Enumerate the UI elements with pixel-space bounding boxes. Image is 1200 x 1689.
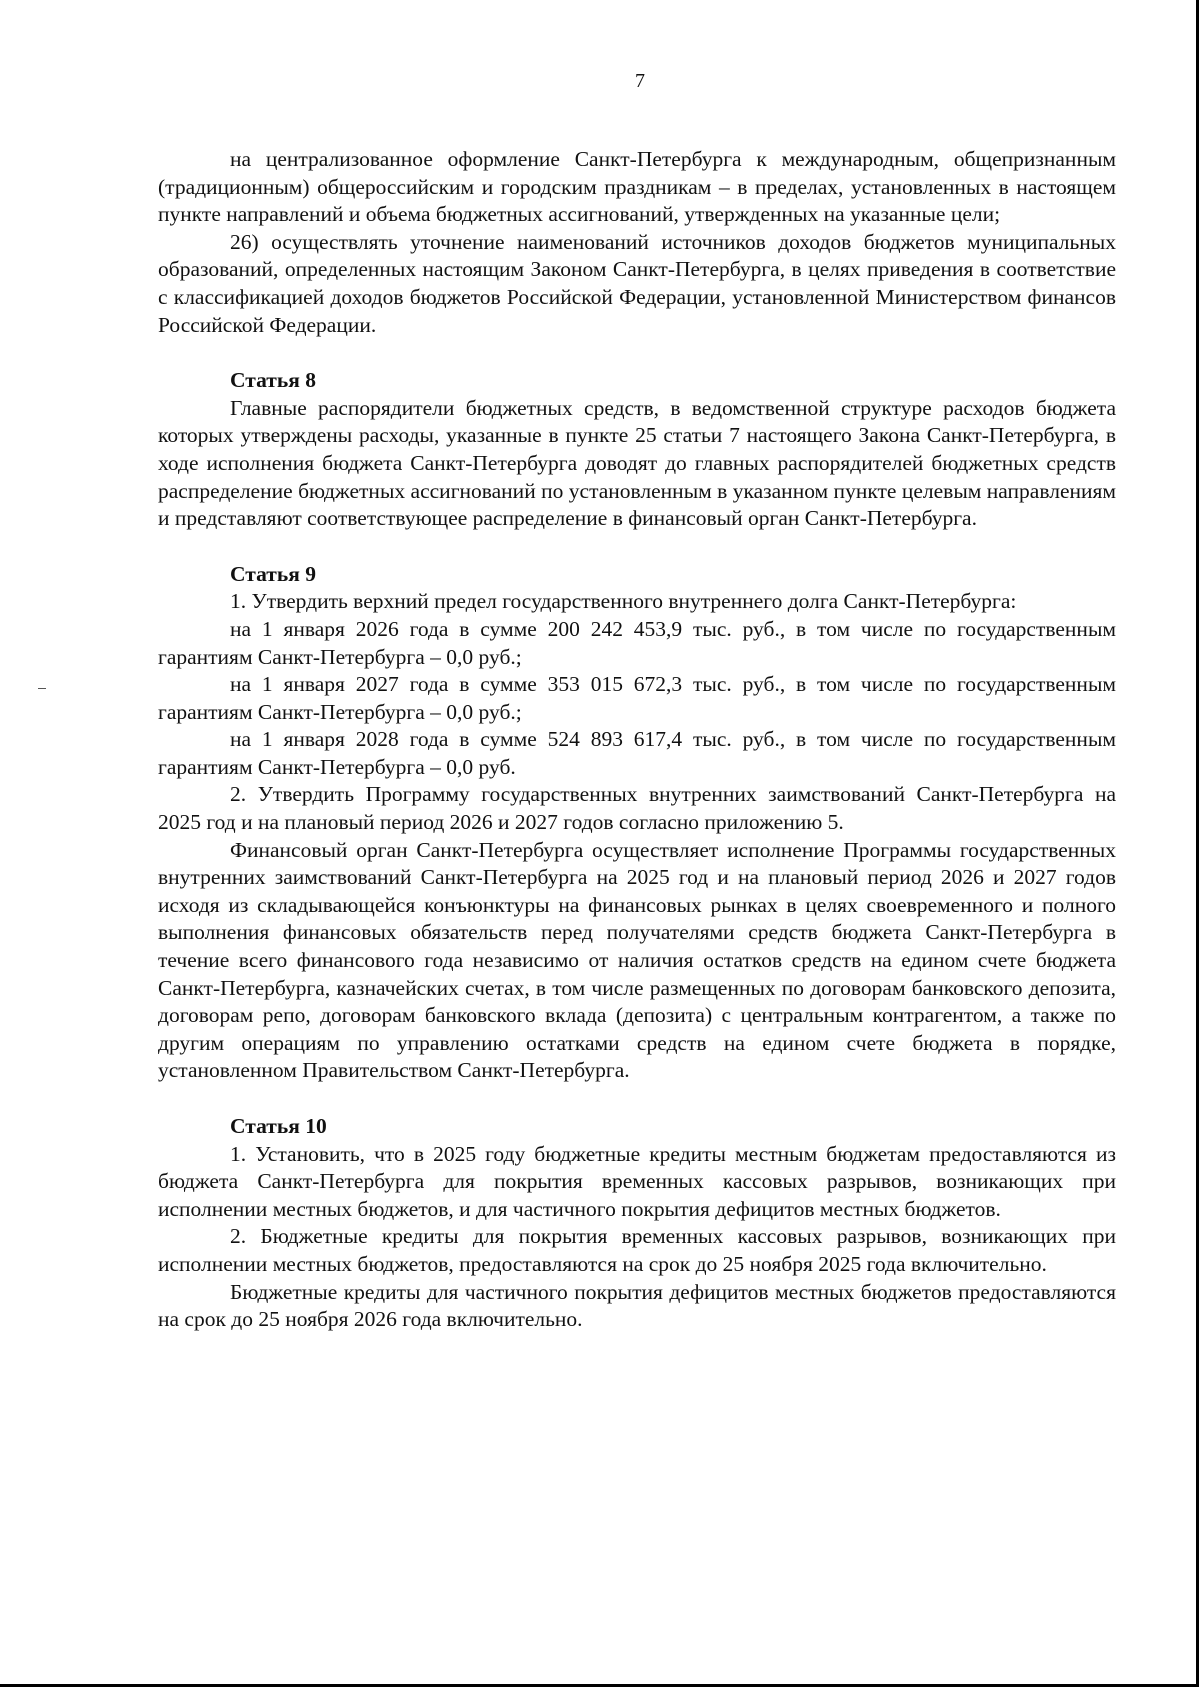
- paragraph: 26) осуществлять уточнение наименований источников доходов бюджетов муниципальных образований, определенных настоящим Законом Санкт-Петербурга, в целях приведения в соответствие с классификацией доходов бюджетов Российской Федерации, установленной Министерством финансов Российской Федерации.: [158, 229, 1116, 337]
- article-heading: Статья 10: [230, 1114, 327, 1138]
- paragraph: 2. Утвердить Программу государственных внутренних заимствований Санкт-Петербурга на 2025 год и на плановый период 2026 и 2027 годов согласно приложению 5.: [158, 782, 1116, 835]
- article-heading: Статья 9: [230, 561, 316, 586]
- article-heading: Статья 8: [230, 368, 316, 393]
- paragraph: 2. Бюджетные кредиты для покрытия временных кассовых разрывов, возникающих при исполнении местных бюджетов, предоставляются на срок до 25 ноября 2025 года включительно.: [158, 1224, 1116, 1276]
- paragraph: 1. Установить, что в 2025 году бюджетные кредиты местным бюджетам предоставляются из бюджета Санкт-Петербурга для покрытия временных кассовых разрывов, возникающих при исполнении местных бюджетов, и для частичного покрытия дефицитов местных бюджетов.: [158, 1141, 1116, 1221]
- document-body: [158, 146, 1116, 1334]
- scan-mark: [38, 688, 46, 689]
- paragraph: на централизованное оформление Санкт-Петербурга к международным, общепризнанным (традиционным) общероссийским и городским праздникам – в пределах, установленных в настоящем пункте направлений и объема бюджетных ассигнований, утвержденных на указанные цели;: [158, 147, 1116, 227]
- paragraph: Бюджетные кредиты для частичного покрытия дефицитов местных бюджетов предоставляются на срок до 25 ноября 2026 года включительно.: [158, 1279, 1116, 1332]
- paragraph: 1. Утвердить верхний предел государственного внутреннего долга Санкт-Петербурга:: [230, 589, 1017, 614]
- paragraph: на 1 января 2028 года в сумме 524 893 617,4 тыс. руб., в том числе по государственным гарантиям Санкт-Петербурга – 0,0 руб.: [158, 727, 1116, 779]
- paragraph: Главные распорядители бюджетных средств, в ведомственной структуре расходов бюджета которых утверждены расходы, указанные в пункте 25 статьи 7 настоящего Закона Санкт-Петербурга, в ходе исполнения бюджета Санкт-Петербурга доводят до главных распорядителей бюджетных средств распределение бюджетных ассигнований по установленным в указанном пункте целевым направлениям и представляют соответствующее распределение в финансовый орган Санкт-Петербурга.: [158, 395, 1116, 531]
- paragraph: на 1 января 2026 года в сумме 200 242 453,9 тыс. руб., в том числе по государственным гарантиям Санкт-Петербурга – 0,0 руб.;: [158, 616, 1116, 669]
- page-number: 7: [635, 70, 645, 92]
- paragraph: на 1 января 2027 года в сумме 353 015 672,3 тыс. руб., в том числе по государственным гарантиям Санкт-Петербурга – 0,0 руб.;: [158, 672, 1116, 724]
- paragraph: Финансовый орган Санкт-Петербурга осуществляет исполнение Программы государственных внутренних заимствований Санкт-Петербурга на 2025 год и на плановый период 2026 и 2027 годов исходя из складывающейся конъюнктуры на финансовых рынках в целях своевременного и полного выполнения финансовых обязательств перед получателями средств бюджета Санкт-Петербурга в течение всего финансового года независимо от наличия остатков средств на едином счете бюджета Санкт-Петербурга, казначейских счетах, в том числе размещенных по договорам банковского депозита, договорам репо, договорам банковского вклада (депозита) с центральным контрагентом, а также по другим операциям по управлению остатками средств на едином счете бюджета в порядке, установленном Правительством Санкт-Петербурга.: [158, 837, 1116, 1083]
